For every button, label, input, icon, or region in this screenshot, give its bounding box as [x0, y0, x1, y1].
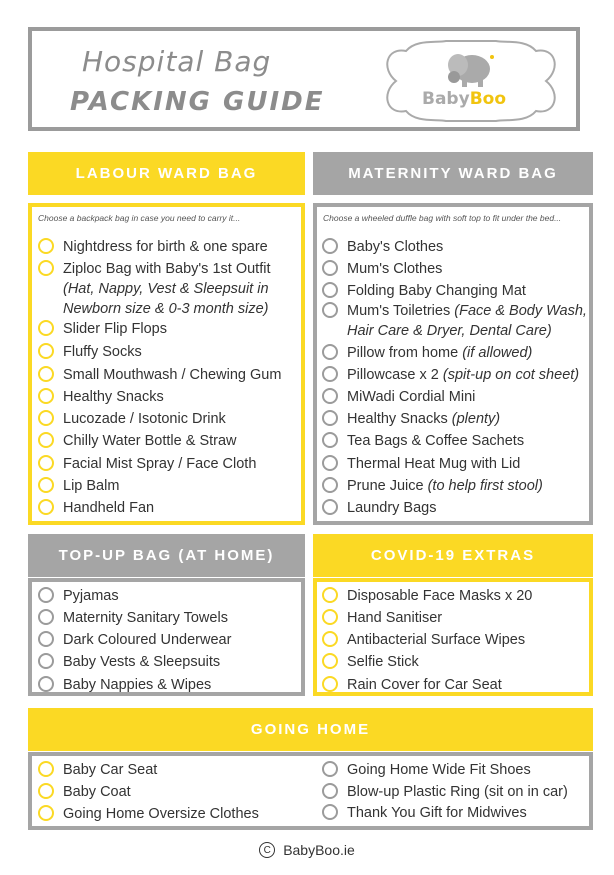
- item-main-text: Nightdress for birth & one spare: [63, 239, 268, 255]
- item-label: [347, 760, 531, 780]
- item-text: [63, 630, 231, 650]
- checkbox-circle[interactable]: [322, 302, 338, 318]
- checkbox-circle[interactable]: [38, 432, 54, 448]
- checklist-item: [38, 675, 211, 695]
- item-main-text: Disposable Face Masks x 20: [347, 588, 533, 604]
- item-main-text: Small Mouthwash / Chewing Gum: [63, 367, 282, 383]
- item-text: [63, 259, 270, 319]
- item-main-text: Thermal Heat Mug with Lid: [347, 456, 521, 472]
- checklist-item: [38, 652, 220, 672]
- item-text: [347, 431, 524, 451]
- item-main-text: Dark Coloured Underwear: [63, 632, 232, 648]
- item-text: [347, 476, 543, 496]
- item-text: [63, 409, 226, 429]
- checklist-item: [38, 804, 259, 824]
- item-text: [347, 652, 419, 672]
- checkbox-circle[interactable]: [38, 653, 54, 669]
- item-label: [347, 782, 568, 802]
- checklist-item: [38, 782, 131, 802]
- item-text: [63, 804, 259, 824]
- item-label: [63, 586, 119, 606]
- footer-site: BabyBoo.ie: [283, 842, 355, 858]
- elephant-icon: [448, 54, 494, 87]
- labour-ward-heading: LABOUR WARD BAG: [28, 152, 305, 195]
- item-main-text: Healthy Snacks: [63, 389, 164, 405]
- checkbox-circle[interactable]: [38, 609, 54, 625]
- item-text: [63, 454, 256, 474]
- item-main-text: Going Home Oversize Clothes: [63, 806, 259, 822]
- item-main-text: Maternity Sanitary Towels: [63, 610, 228, 626]
- checklist-item: [38, 431, 237, 451]
- checklist-item: [38, 342, 142, 362]
- item-text: [347, 301, 587, 341]
- item-text: [347, 365, 579, 385]
- checkbox-circle[interactable]: [38, 260, 54, 276]
- item-text: [347, 237, 443, 257]
- checkbox-circle[interactable]: [38, 410, 54, 426]
- item-label: [63, 454, 256, 474]
- checklist-item: [38, 365, 281, 385]
- item-text: [63, 675, 211, 695]
- checkbox-circle[interactable]: [322, 410, 338, 426]
- item-label: [63, 319, 167, 339]
- checkbox-circle[interactable]: [38, 761, 54, 777]
- item-label: [63, 387, 164, 407]
- checklist-item: [38, 608, 228, 628]
- item-main-text: Antibacterial Surface Wipes: [347, 632, 526, 648]
- checkbox-circle[interactable]: [322, 499, 338, 515]
- checklist-item: [322, 387, 475, 407]
- checklist-item: [322, 365, 579, 385]
- item-label: [347, 387, 475, 407]
- checkbox-circle[interactable]: [322, 631, 338, 647]
- item-main-text: Fluffy Socks: [63, 344, 142, 360]
- item-note: (Face & Body Wash,: [450, 303, 587, 319]
- checklist-item: [322, 630, 525, 650]
- checkbox-circle[interactable]: [322, 761, 338, 777]
- checkbox-circle[interactable]: [322, 477, 338, 493]
- item-text: [347, 387, 475, 407]
- checkbox-circle[interactable]: [38, 238, 54, 254]
- item-main-text: Baby's Clothes: [347, 239, 444, 255]
- checkbox-circle[interactable]: [38, 477, 54, 493]
- item-text: [63, 760, 157, 780]
- item-text: [347, 608, 442, 628]
- item-main-text: Chilly Water Bottle & Straw: [63, 433, 237, 449]
- item-text: [347, 630, 525, 650]
- item-main-text: Laundry Bags: [347, 500, 437, 516]
- item-text: [347, 586, 532, 606]
- item-label: [63, 498, 154, 518]
- item-text: [63, 342, 142, 362]
- item-label: [347, 652, 419, 672]
- item-main-text: Selfie Stick: [347, 654, 419, 670]
- copyright-icon: C: [259, 842, 275, 858]
- item-text: [63, 237, 268, 257]
- checkbox-circle[interactable]: [322, 653, 338, 669]
- item-label: [63, 760, 157, 780]
- checkbox-circle[interactable]: [322, 432, 338, 448]
- labour-note: Choose a backpack bag in case you need to carry it...: [38, 213, 241, 223]
- checklist-item: [38, 409, 226, 429]
- item-main-text: Rain Cover for Car Seat: [347, 677, 502, 693]
- header-box: [28, 27, 580, 131]
- item-main-text: Pyjamas: [63, 588, 119, 604]
- checklist-item: [38, 760, 157, 780]
- item-note: (spit-up on cot sheet): [438, 367, 580, 383]
- item-text: [63, 365, 281, 385]
- item-main-text: Lip Balm: [63, 478, 120, 494]
- item-label: [63, 237, 268, 257]
- checkbox-circle[interactable]: [38, 587, 54, 603]
- checklist-item: [38, 586, 119, 606]
- checkbox-circle[interactable]: [38, 455, 54, 471]
- checkbox-circle[interactable]: [38, 499, 54, 515]
- footer: [0, 842, 614, 858]
- babyboo-logo: [376, 39, 566, 123]
- item-note: (plenty): [447, 411, 501, 427]
- item-main-text: Facial Mist Spray / Face Cloth: [63, 456, 257, 472]
- item-text: [63, 387, 164, 407]
- item-label: [63, 409, 226, 429]
- item-label: [347, 301, 587, 321]
- item-label: [347, 259, 442, 279]
- item-main-text: MiWadi Cordial Mini: [347, 389, 476, 405]
- checklist-item: [322, 675, 502, 695]
- checklist-item: [38, 237, 268, 257]
- checklist-item: [38, 630, 231, 650]
- checkbox-circle[interactable]: [38, 783, 54, 799]
- checklist-item: [322, 476, 543, 496]
- item-main-text: Prune Juice: [347, 478, 424, 494]
- checklist-item: [38, 454, 256, 474]
- item-main-text: Baby Coat: [63, 784, 131, 800]
- checkbox-circle[interactable]: [322, 609, 338, 625]
- checkbox-circle[interactable]: [38, 343, 54, 359]
- checklist-item: [38, 259, 270, 319]
- checklist-item: [38, 387, 164, 407]
- going-home-heading: GOING HOME: [28, 708, 593, 751]
- item-label: [63, 342, 142, 362]
- item-text: [347, 498, 436, 518]
- item-text: [347, 281, 526, 301]
- item-text: [347, 343, 532, 363]
- item-note: (to help first stool): [423, 478, 543, 494]
- item-label: [63, 431, 237, 451]
- item-text: [347, 803, 527, 823]
- title-line-1: Hospital Bag: [82, 45, 272, 78]
- item-label: [63, 365, 281, 385]
- checklist-item: [322, 409, 500, 429]
- item-label: [347, 237, 443, 257]
- item-label: [347, 630, 525, 650]
- checklist-item: [322, 782, 568, 802]
- item-main-text: Baby Car Seat: [63, 762, 158, 778]
- maternity-note: Choose a wheeled duffle bag with soft top to fit under the bed...: [323, 213, 562, 223]
- item-note: Hair Care & Dryer, Dental Care): [347, 323, 552, 339]
- checklist-item: [322, 760, 531, 780]
- item-main-text: Folding Baby Changing Mat: [347, 283, 526, 299]
- item-label: [347, 365, 579, 385]
- item-main-text: Lucozade / Isotonic Drink: [63, 411, 226, 427]
- item-note: (Hat, Nappy, Vest & Sleepsuit in: [63, 281, 269, 297]
- item-label: [63, 675, 211, 695]
- checkbox-circle[interactable]: [38, 676, 54, 692]
- item-label: [347, 675, 502, 695]
- covid-extras-heading: COVID-19 EXTRAS: [313, 534, 593, 577]
- item-label: [347, 476, 543, 496]
- checklist-item: [322, 301, 587, 341]
- checkbox-circle[interactable]: [322, 587, 338, 603]
- item-main-text: Tea Bags & Coffee Sachets: [347, 433, 525, 449]
- checkbox-circle[interactable]: [322, 366, 338, 382]
- checkbox-circle[interactable]: [322, 238, 338, 254]
- item-label: [347, 608, 442, 628]
- item-text: [347, 454, 520, 474]
- item-text: [63, 476, 119, 496]
- checklist-item: [322, 498, 436, 518]
- logo-text: BabyBoo: [422, 89, 507, 109]
- item-text: [63, 782, 131, 802]
- topup-bag-heading: TOP-UP BAG (AT HOME): [28, 534, 305, 577]
- checklist-item: [38, 319, 167, 339]
- checkbox-circle[interactable]: [38, 320, 54, 336]
- checkbox-circle[interactable]: [322, 282, 338, 298]
- item-text: [63, 498, 154, 518]
- item-label: [63, 804, 259, 824]
- checkbox-circle[interactable]: [322, 804, 338, 820]
- item-main-text: Slider Flip Flops: [63, 321, 167, 337]
- checklist-item: [322, 586, 532, 606]
- item-label: [63, 476, 119, 496]
- item-label: [347, 454, 520, 474]
- item-main-text: Baby Nappies & Wipes: [63, 677, 212, 693]
- checklist-item: [322, 343, 532, 363]
- checkbox-circle[interactable]: [322, 676, 338, 692]
- item-main-text: Blow-up Plastic Ring (sit on in car): [347, 784, 568, 800]
- item-text: [347, 782, 568, 802]
- item-note: (if allowed): [458, 345, 533, 361]
- title-line-2: PACKING GUIDE: [70, 87, 325, 117]
- item-main-text: Going Home Wide Fit Shoes: [347, 762, 531, 778]
- item-main-text: Hand Sanitiser: [347, 610, 443, 626]
- item-text: [347, 760, 531, 780]
- checklist-item: [322, 454, 520, 474]
- item-main-text: Thank You Gift for Midwives: [347, 805, 527, 821]
- checkbox-circle[interactable]: [322, 388, 338, 404]
- item-main-text: Handheld Fan: [63, 500, 155, 516]
- item-main-text: Ziploc Bag with Baby's 1st Outfit: [63, 261, 271, 277]
- item-text: [63, 652, 220, 672]
- item-label: [347, 498, 436, 518]
- checkbox-circle[interactable]: [38, 805, 54, 821]
- checkbox-circle[interactable]: [322, 260, 338, 276]
- item-note: Newborn size & 0-3 month size): [63, 301, 269, 317]
- item-label: [63, 630, 231, 650]
- checklist-item: [322, 259, 442, 279]
- item-text: [347, 409, 500, 429]
- item-text: [63, 608, 228, 628]
- checkbox-circle[interactable]: [38, 366, 54, 382]
- checklist-item: [322, 431, 524, 451]
- checklist-item: [322, 281, 526, 301]
- item-main-text: Pillowcase x 2: [347, 367, 439, 383]
- maternity-ward-heading: MATERNITY WARD BAG: [313, 152, 593, 195]
- item-label: [347, 409, 500, 429]
- item-main-text: Baby Vests & Sleepsuits: [63, 654, 221, 670]
- item-text: [347, 259, 442, 279]
- item-text: [63, 586, 119, 606]
- checklist-item: [322, 652, 419, 672]
- checkbox-circle[interactable]: [322, 455, 338, 471]
- item-label: [347, 281, 526, 301]
- item-main-text: Healthy Snacks: [347, 411, 448, 427]
- checkbox-circle[interactable]: [322, 783, 338, 799]
- item-label: [347, 803, 527, 823]
- item-label: [63, 652, 220, 672]
- item-label: [347, 343, 532, 363]
- checklist-item: [38, 476, 119, 496]
- item-text: [347, 675, 502, 695]
- checklist-item: [322, 803, 527, 823]
- item-label: [63, 608, 228, 628]
- checkbox-circle[interactable]: [38, 388, 54, 404]
- item-main-text: Mum's Clothes: [347, 261, 443, 277]
- item-label: [347, 586, 532, 606]
- item-text: [63, 431, 237, 451]
- checklist-item: [322, 608, 442, 628]
- checkbox-circle[interactable]: [322, 344, 338, 360]
- item-label: [347, 431, 524, 451]
- checklist-item: [38, 498, 154, 518]
- item-main-text: Mum's Toiletries: [347, 303, 451, 319]
- item-text: [63, 319, 167, 339]
- checklist-item: [322, 237, 443, 257]
- checkbox-circle[interactable]: [38, 631, 54, 647]
- item-label: [63, 259, 270, 279]
- item-label: [63, 782, 131, 802]
- item-main-text: Pillow from home: [347, 345, 459, 361]
